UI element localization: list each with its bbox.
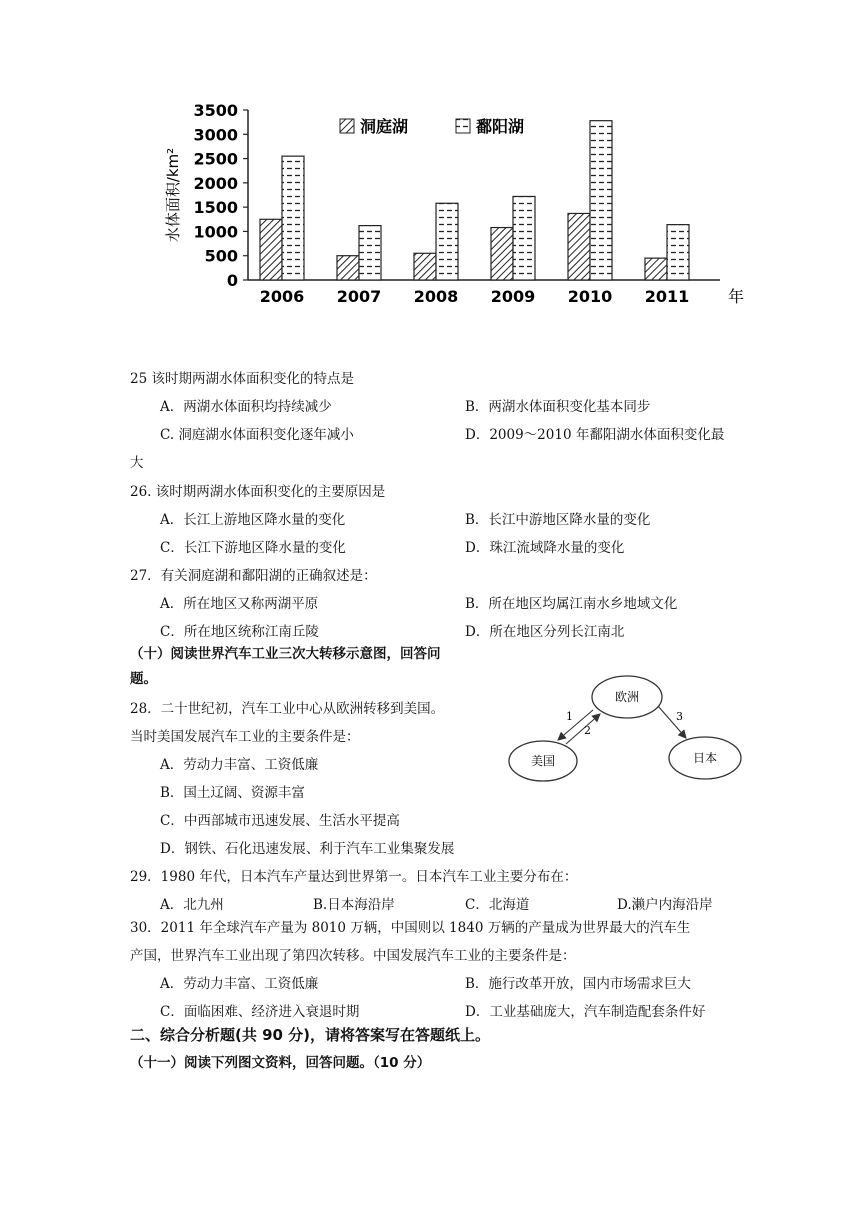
arrow-2-label: 2: [584, 724, 591, 737]
bar-鄱阳湖-2006: [282, 156, 304, 280]
q27-option-b: B．所在地区均属江南水乡地域文化: [465, 596, 678, 612]
legend-label: 洞庭湖: [360, 117, 409, 136]
q30-option-d: D．工业基础庞大，汽车制造配套条件好: [465, 1004, 706, 1020]
q30-option-b: B．施行改革开放，国内市场需求巨大: [465, 976, 691, 992]
q27-option-a: A．所在地区又称两湖平原: [160, 596, 319, 612]
bar-洞庭湖-2010: [568, 213, 590, 280]
q29-option-c: C．北海道: [465, 897, 530, 913]
q29-stem: 29．1980 年代，日本汽车产量达到世界第一。日本汽车工业主要分布在：: [130, 869, 578, 885]
x-tick-label: 2009: [490, 287, 536, 306]
q29-option-a: A．北九州: [160, 897, 224, 913]
bar-鄱阳湖-2010: [590, 121, 612, 280]
y-tick-label: 1000: [193, 222, 238, 242]
europe-label: 欧洲: [614, 690, 640, 704]
y-tick-label: 500: [204, 246, 238, 266]
bar-鄱阳湖-2011: [667, 225, 689, 280]
x-tick-label: 2008: [413, 287, 459, 306]
q26-option-b: B．长江中游地区降水量的变化: [465, 512, 651, 528]
part-2-heading: 二、综合分析题(共 90 分)，请将答案写在答题纸上。: [130, 1026, 491, 1044]
q28-option-d: D．钢铁、石化迅速发展、利于汽车工业集聚发展: [160, 841, 455, 857]
q28-stem-line1: 28．二十世纪初，汽车工业中心从欧洲转移到美国。: [130, 701, 445, 717]
y-tick-label: 2000: [193, 173, 238, 193]
x-tick-label: 2010: [567, 287, 613, 306]
bar-洞庭湖-2007: [337, 256, 359, 280]
q27-stem: 27．有关洞庭湖和鄱阳湖的正确叙述是：: [130, 568, 377, 584]
q25-option-a: A．两湖水体面积均持续减少: [160, 399, 332, 415]
legend-swatch: [456, 119, 470, 133]
y-tick-label: 3500: [193, 101, 238, 120]
bar-鄱阳湖-2007: [359, 226, 381, 280]
q29-option-b: B.日本海沿岸: [313, 897, 395, 913]
bar-洞庭湖-2006: [260, 219, 282, 280]
q30-option-a: A．劳动力丰富、工资低廉: [160, 976, 319, 992]
q25-option-d-continued: 大: [130, 455, 144, 471]
q30-stem-line2: 产国，世界汽车工业出现了第四次转移。中国发展汽车工业的主要条件是：: [130, 948, 576, 964]
q26-option-d: D．珠江流域降水量的变化: [465, 540, 625, 556]
q25-option-d: D．2009～2010 年鄱阳湖水体面积变化最: [465, 427, 725, 443]
q27-option-d: D．所在地区分列长江南北: [465, 624, 625, 640]
y-tick-label: 1500: [193, 198, 238, 218]
y-axis-label: 水体面积/km²: [164, 147, 182, 243]
q26-stem: 26. 该时期两湖水体面积变化的主要原因是: [130, 484, 386, 500]
y-tick-label: 2500: [193, 149, 238, 169]
q28-option-c: C．中西部城市迅速发展、生活水平提高: [160, 813, 400, 829]
arrow-3-label: 3: [676, 710, 683, 723]
x-axis-unit: 年: [727, 287, 745, 306]
legend-label: 鄱阳湖: [476, 117, 525, 136]
x-tick-label: 2007: [336, 287, 382, 306]
q28-option-a: A．劳动力丰富、工资低廉: [160, 757, 319, 773]
q25-option-b: B．两湖水体面积变化基本同步: [465, 399, 651, 415]
bar-洞庭湖-2009: [491, 228, 513, 280]
q28-stem-line2: 当时美国发展汽车工业的主要条件是：: [130, 729, 360, 745]
section-10-heading-line1: （十）阅读世界汽车工业三次大转移示意图，回答问: [130, 646, 441, 662]
legend-swatch: [340, 119, 354, 133]
bar-洞庭湖-2008: [414, 253, 436, 280]
bar-洞庭湖-2011: [645, 258, 667, 280]
section-11-heading: （十一）阅读下列图文资料，回答问题。（10 分）: [130, 1055, 431, 1071]
section-10-heading-line2: 题。: [130, 671, 157, 687]
bar-鄱阳湖-2008: [436, 203, 458, 280]
bar-鄱阳湖-2009: [513, 196, 535, 280]
q25-stem: 25 该时期两湖水体面积变化的特点是: [130, 371, 354, 387]
q26-option-a: A．长江上游地区降水量的变化: [160, 512, 346, 528]
q30-stem-line1: 30．2011 年全球汽车产量为 8010 万辆，中国则以 1840 万辆的产量成为世界最大的汽车生: [130, 920, 691, 936]
y-tick-label: 3000: [193, 125, 238, 145]
lake-area-bar-chart: [150, 95, 750, 315]
japan-label: 日本: [692, 751, 718, 765]
q29-option-d: D.濑户内海沿岸: [617, 897, 713, 913]
x-tick-label: 2006: [259, 287, 305, 306]
q27-option-c: C．所在地区统称江南丘陵: [160, 624, 319, 640]
y-tick-label: 0: [226, 271, 238, 290]
usa-label: 美国: [530, 754, 556, 768]
auto-industry-transfer-diagram: [500, 668, 750, 798]
q30-option-c: C．面临困难、经济进入衰退时期: [160, 1004, 360, 1020]
x-tick-label: 2011: [644, 287, 690, 306]
q25-option-c: C. 洞庭湖水体面积变化逐年减小: [160, 427, 354, 443]
q26-option-c: C．长江下游地区降水量的变化: [160, 540, 346, 556]
q28-option-b: B．国土辽阔、资源丰富: [160, 785, 305, 801]
arrow-1-label: 1: [566, 710, 573, 723]
